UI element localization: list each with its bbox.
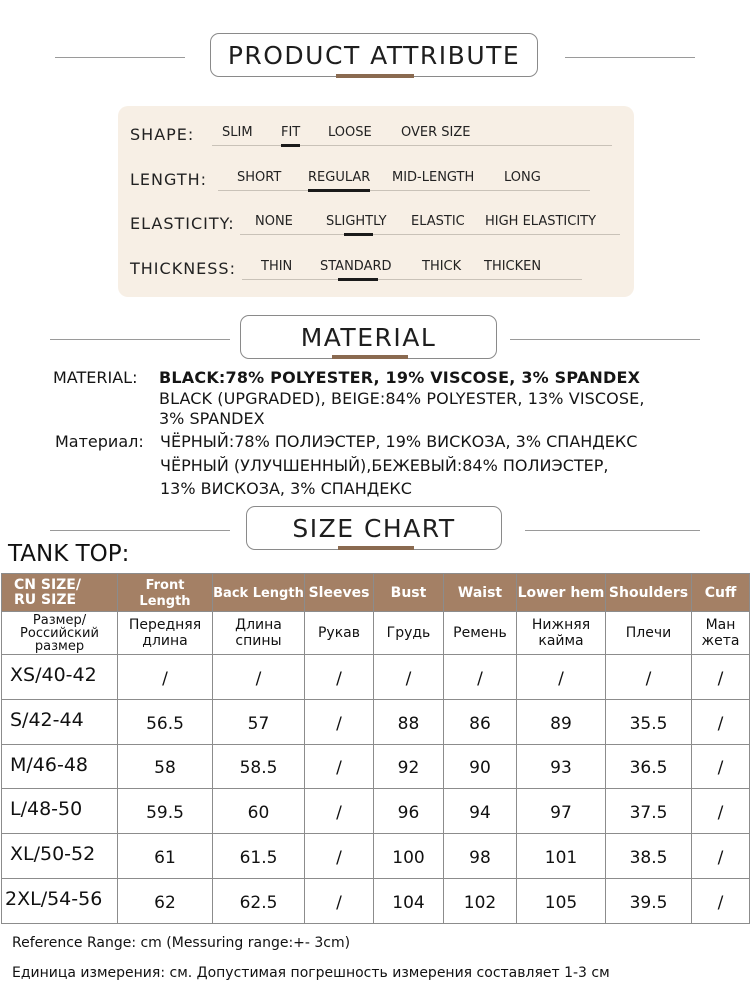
attribute-option: HIGH ELASTICITY: [485, 214, 597, 229]
attribute-option: NONE: [255, 214, 293, 229]
size-cell: S/42-44: [2, 699, 118, 744]
size-table: [1, 573, 750, 924]
material-title: MATERIAL: [240, 315, 497, 359]
table-cell: 104: [374, 878, 444, 923]
header-cell: [374, 612, 444, 655]
header-cell: [2, 612, 118, 655]
header-text: Рукав: [317, 625, 360, 641]
size-cell: L/48-50: [2, 789, 118, 834]
table-cell: /: [305, 789, 374, 834]
table-cell: 36.5: [606, 744, 692, 789]
table-cell: 62.5: [213, 878, 305, 923]
table-cell: 61.5: [213, 834, 305, 879]
header-text: Размер/ Российский размер: [20, 612, 99, 654]
material-line: 3% SPANDEX: [159, 409, 265, 428]
header-text: Front Length: [139, 577, 191, 609]
header-cell: [213, 612, 305, 655]
reference-note-ru: Единица измерения: см. Допустимая погрешность измерения составляет 1-3 см: [12, 965, 610, 981]
table-cell: 96: [374, 789, 444, 834]
table-row: [2, 655, 750, 700]
table-cell: /: [305, 655, 374, 700]
size-cell: M/46-48: [2, 744, 118, 789]
table-cell: 105: [517, 878, 606, 923]
table-cell: 35.5: [606, 699, 692, 744]
header-text: Ман жета: [701, 617, 740, 649]
header-cell: [517, 574, 606, 612]
size-chart-title: SIZE CHART: [246, 506, 502, 550]
heading-accent: [332, 355, 408, 359]
attribute-elasticity: [130, 205, 630, 235]
divider: [510, 339, 700, 340]
table-cell: 57: [213, 699, 305, 744]
attribute-option-selected: SLIGHTLY: [326, 214, 387, 229]
attribute-option: THIN: [261, 259, 293, 274]
attribute-length: [130, 161, 630, 191]
table-cell: 89: [517, 699, 606, 744]
table-cell: 38.5: [606, 834, 692, 879]
reference-note-en: Reference Range: cm (Messuring range:+- 3cm): [12, 935, 351, 951]
table-header-en: [2, 574, 750, 612]
attribute-label: ELASTICITY:: [130, 214, 235, 233]
size-cell: XL/50-52: [2, 834, 118, 879]
table-row: [2, 744, 750, 789]
attribute-label: SHAPE:: [130, 125, 195, 144]
table-cell: 97: [517, 789, 606, 834]
header-text: Нижняя кайма: [531, 617, 591, 649]
table-cell: 94: [444, 789, 517, 834]
table-cell: 86: [444, 699, 517, 744]
table-cell: 58.5: [213, 744, 305, 789]
divider: [50, 339, 230, 340]
divider: [240, 234, 620, 235]
table-cell: /: [692, 878, 750, 923]
attribute-thickness: [130, 250, 630, 280]
table-cell: /: [692, 789, 750, 834]
table-cell: 93: [517, 744, 606, 789]
table-cell: 101: [517, 834, 606, 879]
header-cell: [118, 612, 213, 655]
attribute-option-selected: FIT: [281, 125, 301, 140]
header-cell: [692, 612, 750, 655]
material-heading: [0, 315, 750, 363]
table-cell: /: [118, 655, 213, 700]
heading-accent: [336, 74, 414, 78]
material-label-ru: Материал:: [55, 432, 144, 451]
attribute-title: PRODUCT ATTRIBUTE: [210, 33, 538, 77]
table-row: [2, 834, 750, 879]
table-cell: 59.5: [118, 789, 213, 834]
attribute-label: THICKNESS:: [130, 259, 236, 278]
table-cell: 98: [444, 834, 517, 879]
table-cell: /: [305, 744, 374, 789]
header-text: Back Length: [213, 585, 304, 601]
header-text: Cuff: [704, 584, 737, 601]
header-cell: [374, 574, 444, 612]
divider: [55, 57, 185, 58]
size-cell: 2XL/54-56: [2, 878, 118, 923]
table-cell: 56.5: [118, 699, 213, 744]
attribute-option-selected: STANDARD: [320, 259, 392, 274]
table-cell: /: [374, 655, 444, 700]
header-text: Грудь: [386, 625, 431, 641]
header-cell: [213, 574, 305, 612]
table-cell: /: [213, 655, 305, 700]
header-text: CN SIZE/ RU SIZE: [14, 576, 81, 608]
table-row: [2, 789, 750, 834]
table-cell: 58: [118, 744, 213, 789]
material-line: ЧЁРНЫЙ:78% ПОЛИЭСТЕР, 19% ВИСКОЗА, 3% СПАНДЕКС: [160, 432, 638, 451]
divider: [212, 145, 612, 146]
table-cell: 102: [444, 878, 517, 923]
attribute-label: LENGTH:: [130, 170, 208, 189]
table-cell: 62: [118, 878, 213, 923]
table-cell: /: [305, 834, 374, 879]
table-cell: 90: [444, 744, 517, 789]
material-line: BLACK:78% POLYESTER, 19% VISCOSE, 3% SPANDEX: [159, 368, 641, 387]
attribute-option: LOOSE: [328, 125, 372, 140]
divider: [242, 279, 582, 280]
attribute-heading: [0, 33, 750, 81]
header-text: Waist: [457, 584, 503, 601]
material-label-en: MATERIAL:: [53, 368, 138, 387]
header-cell: [692, 574, 750, 612]
table-cell: /: [692, 655, 750, 700]
attribute-panel: [118, 106, 634, 297]
material-line: 13% ВИСКОЗА, 3% СПАНДЕКС: [160, 479, 412, 498]
table-cell: 60: [213, 789, 305, 834]
header-text: Длина спины: [235, 617, 282, 649]
header-text: Shoulders: [608, 584, 689, 601]
table-cell: 61: [118, 834, 213, 879]
header-text: Плечи: [625, 625, 672, 641]
table-cell: /: [692, 834, 750, 879]
header-cell: [305, 612, 374, 655]
attribute-option-selected: REGULAR: [308, 170, 371, 185]
attribute-option: SHORT: [237, 170, 282, 185]
header-text: Ремень: [453, 625, 507, 641]
attribute-option: MID-LENGTH: [392, 170, 475, 185]
header-cell: [444, 612, 517, 655]
divider: [525, 530, 700, 531]
table-cell: /: [305, 878, 374, 923]
table-cell: /: [517, 655, 606, 700]
material-line: BLACK (UPGRADED), BEIGE:84% POLYESTER, 13% VISCOSE,: [159, 389, 645, 408]
divider: [50, 530, 230, 531]
table-cell: /: [305, 699, 374, 744]
header-cell: [118, 574, 213, 612]
divider: [565, 57, 695, 58]
header-cell: [606, 574, 692, 612]
table-cell: 92: [374, 744, 444, 789]
material-line: ЧЁРНЫЙ (УЛУЧШЕННЫЙ),БЕЖЕВЫЙ:84% ПОЛИЭСТЕР,: [160, 456, 609, 475]
attribute-option: ELASTIC: [411, 214, 465, 229]
table-cell: /: [606, 655, 692, 700]
attribute-option: SLIM: [222, 125, 253, 140]
table-row: [2, 699, 750, 744]
header-cell: [2, 574, 118, 612]
table-cell: 37.5: [606, 789, 692, 834]
header-cell: [517, 612, 606, 655]
attribute-option: THICK: [422, 259, 462, 274]
attribute-option: THICKEN: [484, 259, 542, 274]
table-cell: 100: [374, 834, 444, 879]
attribute-option: LONG: [504, 170, 541, 185]
attribute-shape: [130, 116, 630, 146]
divider: [218, 190, 590, 191]
table-cell: 88: [374, 699, 444, 744]
table-cell: 39.5: [606, 878, 692, 923]
header-text: Sleeves: [308, 584, 370, 601]
heading-accent: [338, 546, 414, 550]
table-header-ru: [2, 612, 750, 655]
header-cell: [444, 574, 517, 612]
table-cell: /: [692, 744, 750, 789]
header-cell: [305, 574, 374, 612]
table-cell: /: [444, 655, 517, 700]
header-text: Bust: [390, 584, 427, 601]
header-cell: [606, 612, 692, 655]
header-text: Lower hem: [517, 584, 605, 601]
header-text: Передняя длина: [128, 617, 202, 649]
table-cell: /: [692, 699, 750, 744]
table-title: TANK TOP:: [8, 541, 130, 567]
table-row: [2, 878, 750, 923]
attribute-option: OVER SIZE: [401, 125, 471, 140]
size-cell: XS/40-42: [2, 655, 118, 700]
